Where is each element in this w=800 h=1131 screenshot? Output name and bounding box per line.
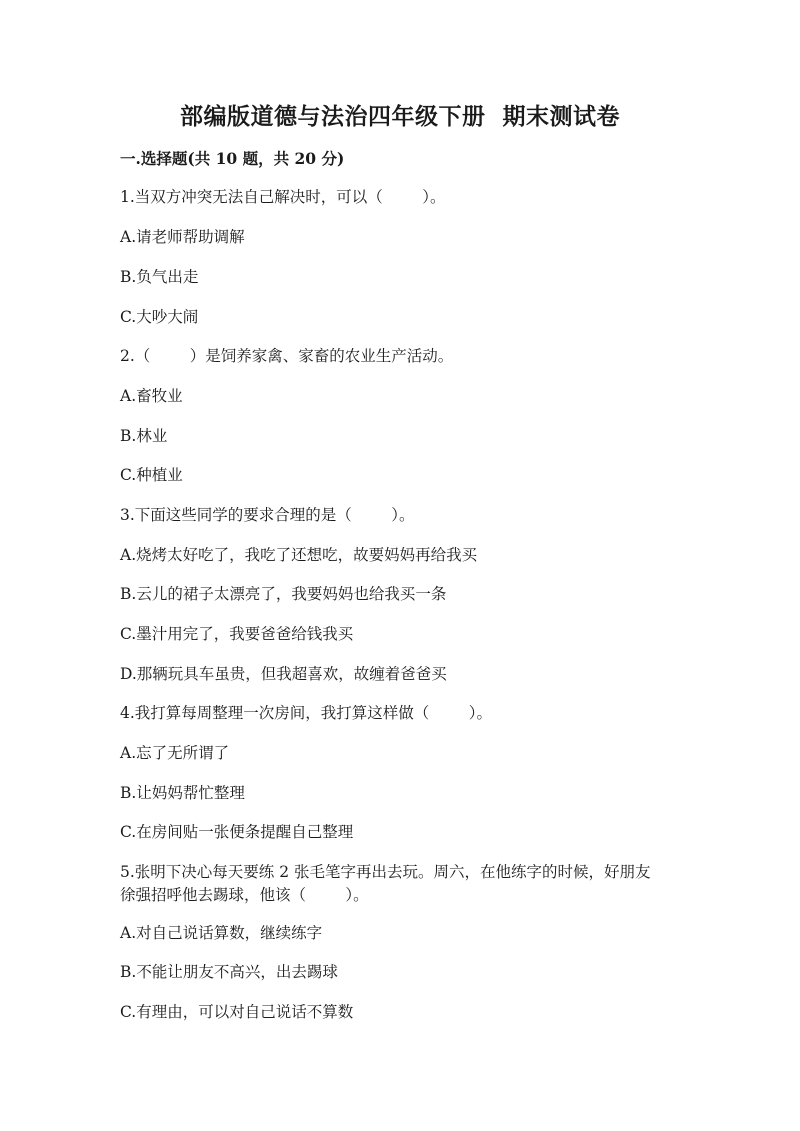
question-2-option-b[interactable]: B.林业: [120, 427, 168, 445]
question-4-option-b[interactable]: B.让妈妈帮忙整理: [120, 784, 245, 802]
question-1-stem: 1.当双方冲突无法自己解决时，可以（ ）。: [120, 188, 446, 206]
question-3-stem: 3.下面这些同学的要求合理的是（ ）。: [120, 506, 415, 524]
question-5-option-c[interactable]: C.有理由，可以对自己说话不算数: [120, 1003, 354, 1021]
exam-title: 部编版道德与法治四年级下册 期末测试卷: [179, 103, 620, 130]
question-3-option-a[interactable]: A.烧烤太好吃了，我吃了还想吃，故要妈妈再给我买: [120, 546, 478, 564]
section-heading: 一.选择题(共 10 题，共 20 分): [120, 149, 345, 168]
question-5-option-b[interactable]: B.不能让朋友不高兴，出去踢球: [120, 963, 338, 981]
question-2-option-c[interactable]: C.种植业: [120, 466, 183, 484]
question-5-stem-line-2: 徐强招呼他去踢球，他该（ ）。: [120, 886, 369, 904]
question-1-option-b[interactable]: B.负气出走: [120, 268, 199, 286]
question-5-stem-line-1: 5.张明下决心每天要练 2 张毛笔字再出去玩。周六，在他练字的时候，好朋友: [120, 863, 651, 881]
question-2-option-a[interactable]: A.畜牧业: [120, 387, 183, 405]
question-4-option-a[interactable]: A.忘了无所谓了: [120, 744, 230, 762]
question-5-option-a[interactable]: A.对自己说话算数，继续练字: [120, 924, 323, 942]
question-4-stem: 4.我打算每周整理一次房间，我打算这样做（ ）。: [120, 704, 492, 722]
question-3-option-b[interactable]: B.云儿的裙子太漂亮了，我要妈妈也给我买一条: [120, 585, 447, 603]
question-4-option-c[interactable]: C.在房间贴一张便条提醒自己整理: [120, 823, 354, 841]
question-2-stem: 2.（ ）是饲养家禽、家畜的农业生产活动。: [120, 347, 454, 365]
question-3-option-d[interactable]: D.那辆玩具车虽贵，但我超喜欢，故缠着爸爸买: [120, 665, 447, 683]
question-3-option-c[interactable]: C.墨汁用完了，我要爸爸给钱我买: [120, 625, 354, 643]
question-1-option-c[interactable]: C.大吵大闹: [120, 308, 199, 326]
question-1-option-a[interactable]: A.请老师帮助调解: [120, 228, 245, 246]
